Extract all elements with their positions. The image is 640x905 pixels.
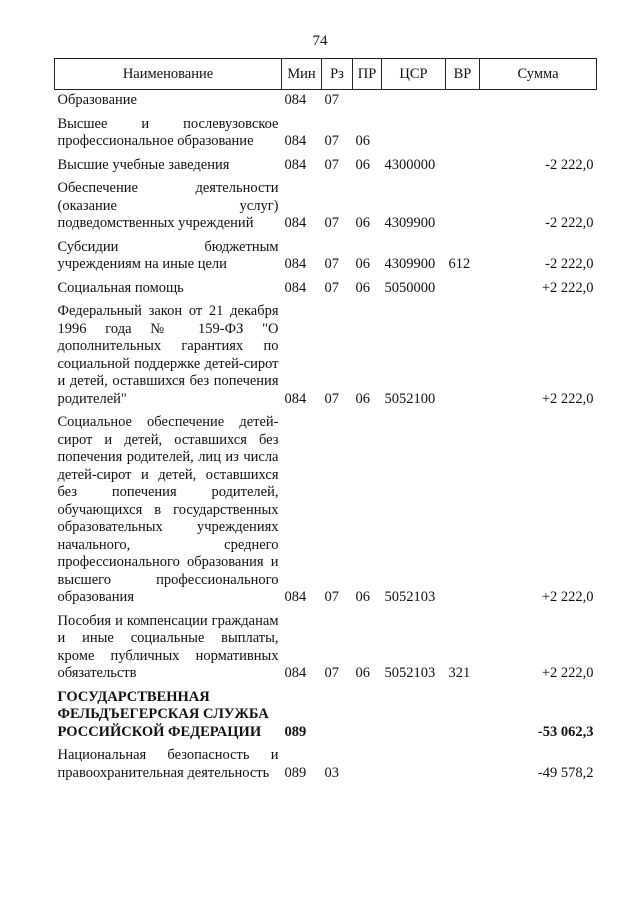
cell-rz: 07 (324, 156, 339, 173)
cell-name: Обеспечение деятельности (оказание услуг) подведомственных учреждений (57, 180, 279, 231)
cell-pr: 06 (355, 589, 370, 605)
table-row (55, 237, 597, 278)
cell-min: 084 (284, 665, 307, 681)
cell-pr (353, 687, 382, 746)
cell-csr: 5052100 (384, 390, 436, 407)
table-row (55, 301, 597, 412)
cell-pr: 06 (355, 156, 370, 173)
cell-name: Социальное обеспечение детей-сирот и детей, оставшихся без попечения родителей, лиц из числа детей-сирот и детей, оставшихся без попечения родителей, обучающихся в государственных образовательных учреждениях начального, среднего профессионального образования и высшего профессионального образования (57, 414, 279, 605)
table-row (55, 745, 597, 786)
cell-min: 084 (284, 256, 307, 272)
cell-min: 084 (284, 133, 307, 149)
cell-sum: -49 578,2 (537, 764, 594, 781)
table-body (55, 90, 597, 787)
cell-sum: -53 062,3 (537, 723, 594, 740)
table-header-row (55, 59, 597, 90)
cell-vr (446, 745, 480, 786)
cell-min: 084 (284, 92, 307, 108)
table-row (55, 611, 597, 687)
cell-min: 084 (284, 279, 307, 296)
budget-table (54, 58, 597, 786)
cell-name: Образование (57, 92, 137, 108)
page-number: 74 (312, 33, 328, 49)
cell-vr (446, 301, 480, 412)
cell-name: Высшее и послевузовское профессиональное образование (57, 115, 279, 149)
cell-name: Субсидии бюджетным учреждениям на иные цели (57, 238, 279, 272)
cell-min: 089 (284, 764, 307, 781)
cell-pr: 06 (355, 279, 370, 296)
cell-sum: +2 222,0 (541, 589, 594, 605)
cell-csr: 4309900 (384, 256, 436, 272)
cell-sum (480, 114, 597, 155)
cell-csr: 4300000 (384, 156, 436, 173)
cell-csr: 5052103 (384, 665, 436, 681)
cell-sum: +2 222,0 (541, 665, 594, 681)
cell-rz: 07 (324, 279, 339, 296)
table-row (55, 178, 597, 237)
table-row (55, 114, 597, 155)
cell-sum: -2 222,0 (545, 256, 594, 272)
cell-csr (382, 687, 446, 746)
header-csr: ЦСР (382, 59, 446, 90)
cell-vr (446, 114, 480, 155)
cell-vr: 612 (448, 256, 471, 272)
table-row (55, 687, 597, 746)
cell-pr: 06 (355, 390, 370, 407)
cell-name: Федеральный закон от 21 декабря 1996 года № 159-ФЗ "О дополнительных гарантиях по социальной поддержке детей-сирот и детей, оставшихся без попечения родителей" (57, 303, 279, 407)
table-row (55, 155, 597, 179)
cell-sum: -2 222,0 (545, 215, 594, 231)
cell-pr: 06 (355, 133, 370, 149)
cell-rz: 07 (324, 133, 339, 149)
cell-csr (382, 90, 446, 114)
cell-csr: 4309900 (384, 215, 436, 231)
cell-vr (446, 178, 480, 237)
cell-pr: 06 (355, 665, 370, 681)
cell-pr: 06 (355, 215, 370, 231)
table-row (55, 278, 597, 302)
cell-min: 089 (284, 723, 307, 740)
cell-sum: +2 222,0 (541, 390, 594, 407)
cell-vr (446, 90, 480, 114)
cell-name: ГОСУДАРСТВЕННАЯ ФЕЛЬДЪЕГЕРСКАЯ СЛУЖБА РОССИЙСКОЙ ФЕДЕРАЦИИ (57, 688, 269, 740)
cell-csr (382, 114, 446, 155)
cell-name: Высшие учебные заведения (57, 156, 230, 173)
cell-sum (480, 90, 597, 114)
header-min: Мин (282, 59, 322, 90)
cell-vr (446, 155, 480, 179)
cell-sum: -2 222,0 (545, 156, 594, 173)
cell-sum: +2 222,0 (541, 279, 594, 296)
cell-pr: 06 (355, 256, 370, 272)
cell-pr (353, 745, 382, 786)
header-vr: ВР (446, 59, 480, 90)
cell-vr: 321 (448, 665, 471, 681)
header-sum: Сумма (480, 59, 597, 90)
cell-vr (446, 412, 480, 611)
cell-rz: 07 (324, 665, 339, 681)
cell-rz: 07 (324, 215, 339, 231)
cell-pr (353, 90, 382, 114)
cell-name: Пособия и компенсации гражданам и иные социальные выплаты, кроме публичных нормативных обязательств (57, 612, 279, 681)
cell-rz (322, 687, 353, 746)
cell-vr (446, 278, 480, 302)
cell-name: Социальная помощь (57, 279, 184, 296)
cell-rz: 07 (324, 390, 339, 407)
cell-name: Национальная безопасность и правоохранительная деятельность (57, 747, 279, 781)
cell-rz: 07 (324, 589, 339, 605)
cell-min: 084 (284, 390, 307, 407)
cell-rz: 03 (324, 764, 339, 781)
table-row (55, 90, 597, 114)
cell-rz: 07 (324, 92, 339, 108)
cell-min: 084 (284, 215, 307, 231)
table-row (55, 412, 597, 611)
cell-vr (446, 687, 480, 746)
cell-rz: 07 (324, 256, 339, 272)
header-rz: Рз (322, 59, 353, 90)
cell-min: 084 (284, 156, 307, 173)
cell-csr: 5052103 (384, 589, 436, 605)
cell-min: 084 (284, 589, 307, 605)
cell-csr: 5050000 (384, 279, 436, 296)
header-name: Наименование (55, 59, 282, 90)
cell-csr (382, 745, 446, 786)
header-pr: ПР (353, 59, 382, 90)
